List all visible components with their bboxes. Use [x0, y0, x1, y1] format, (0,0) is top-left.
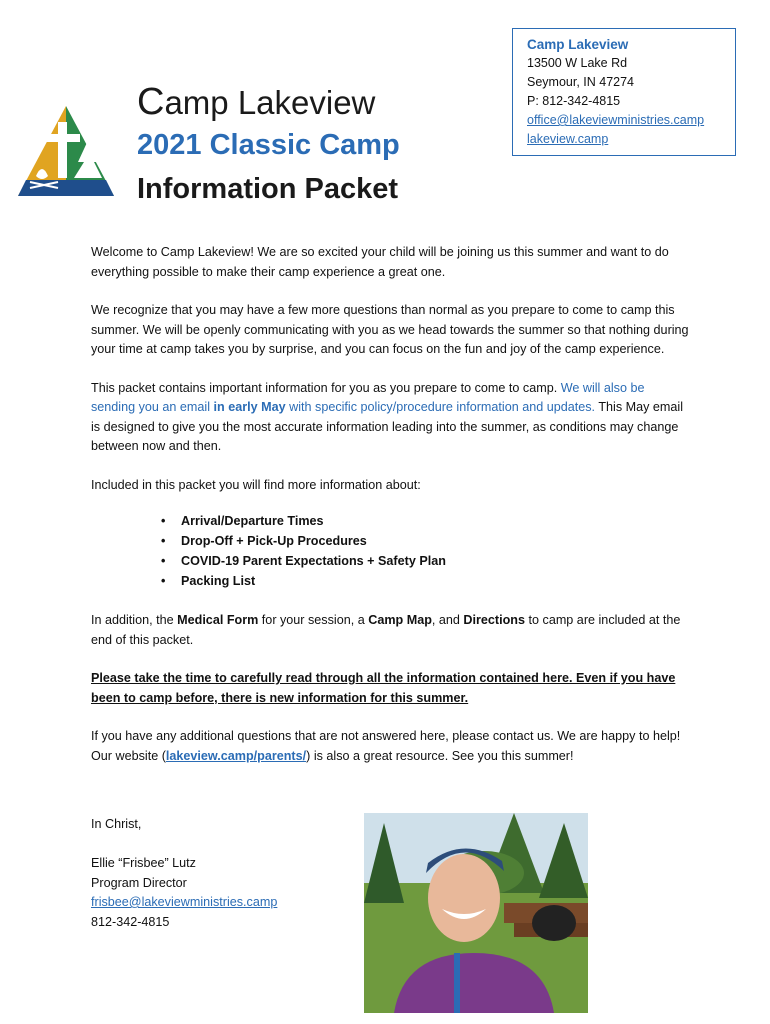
- subtitle: 2021 Classic Camp: [137, 129, 400, 161]
- list-item: • COVID-19 Parent Expectations + Safety Plan: [181, 551, 691, 571]
- list-item: • Arrival/Departure Times: [181, 511, 691, 531]
- letter-body: [91, 243, 691, 785]
- contact-email-link[interactable]: office@lakeviewministries.camp: [527, 113, 705, 127]
- title-initial: C: [137, 81, 165, 123]
- paragraph-contact: [91, 727, 691, 766]
- p3-blue-text-2: with specific policy/procedure information and updates.: [285, 400, 596, 414]
- paragraph-welcome: Welcome to Camp Lakeview! We are so excited your child will be joining us this summer and want to do everything possible to make their camp experience a great one.: [91, 245, 669, 279]
- contact-box: [512, 28, 736, 156]
- p3-blue-bold: in early May: [213, 400, 286, 414]
- p3-end: This May email is designed to give you the most accurate information leading into the summer, as conditions may change between now and then.: [91, 400, 684, 453]
- parents-website-link[interactable]: lakeview.camp/parents/: [165, 748, 307, 763]
- list-item: • Drop-Off + Pick-Up Procedures: [181, 531, 691, 551]
- p3-blue-text: We will also be sending you an email: [91, 380, 645, 414]
- signer-phone: 812-342-4815: [91, 914, 170, 929]
- paragraph-additional: [91, 611, 691, 650]
- p7-b: ) is also a great resource. See you this summer!: [306, 748, 574, 763]
- title-rest: amp Lakeview: [164, 84, 376, 121]
- contact-website-link[interactable]: lakeview.camp: [527, 132, 609, 146]
- camp-logo-icon: [14, 104, 118, 198]
- p5-a: In addition, the: [91, 613, 178, 627]
- signer-email-link[interactable]: frisbee@lakeviewministries.camp: [91, 895, 278, 909]
- portrait-photo-image: [364, 813, 588, 1013]
- camp-map-label: Camp Map: [368, 613, 432, 627]
- p5-c: for your session, a: [258, 613, 369, 627]
- directions-label: Directions: [463, 613, 526, 627]
- document-title: Information Packet: [137, 173, 399, 205]
- signer-title: Program Director: [91, 875, 187, 890]
- closing: In Christ,: [91, 817, 142, 831]
- p3-start: This packet contains important information for you as you prepare to come to camp.: [91, 380, 561, 395]
- contact-address2: Seymour, IN 47274: [527, 75, 635, 89]
- paragraph-packet: [91, 379, 691, 457]
- contact-phone: P: 812-342-4815: [527, 94, 621, 108]
- p5-e: , and: [431, 613, 464, 627]
- contact-address1: 13500 W Lake Rd: [527, 56, 628, 70]
- paragraph-notice: Please take the time to carefully read through all the information contained here. Even if you have been to camp before, there is new information for this summer.: [91, 671, 676, 705]
- camp-logo: [14, 104, 118, 198]
- director-photo: [364, 813, 588, 1013]
- paragraph-questions: We recognize that you may have a few more questions than normal as you prepare to come to camp this summer. We will be openly communicating with you as we head towards the summer so that nothing during your time at camp takes you by surprise, and you can focus on the fun and joy of the camp experience.: [91, 303, 689, 356]
- p7-a: If you have any additional questions that are not answered here, please contact us. We are happy to help! Our website (: [91, 729, 681, 763]
- topics-list: [91, 511, 691, 591]
- signature-block: [91, 815, 277, 932]
- camp-name-title: [137, 82, 400, 123]
- signer-name: Ellie “Frisbee” Lutz: [91, 856, 196, 870]
- medical-form-label: Medical Form: [177, 613, 259, 627]
- contact-name: Camp Lakeview: [527, 37, 629, 52]
- paragraph-included: Included in this packet you will find more information about:: [91, 477, 421, 492]
- title-block: [137, 82, 400, 211]
- list-item: • Packing List: [181, 571, 691, 591]
- p5-g: to camp are included at the end of this packet.: [91, 613, 681, 647]
